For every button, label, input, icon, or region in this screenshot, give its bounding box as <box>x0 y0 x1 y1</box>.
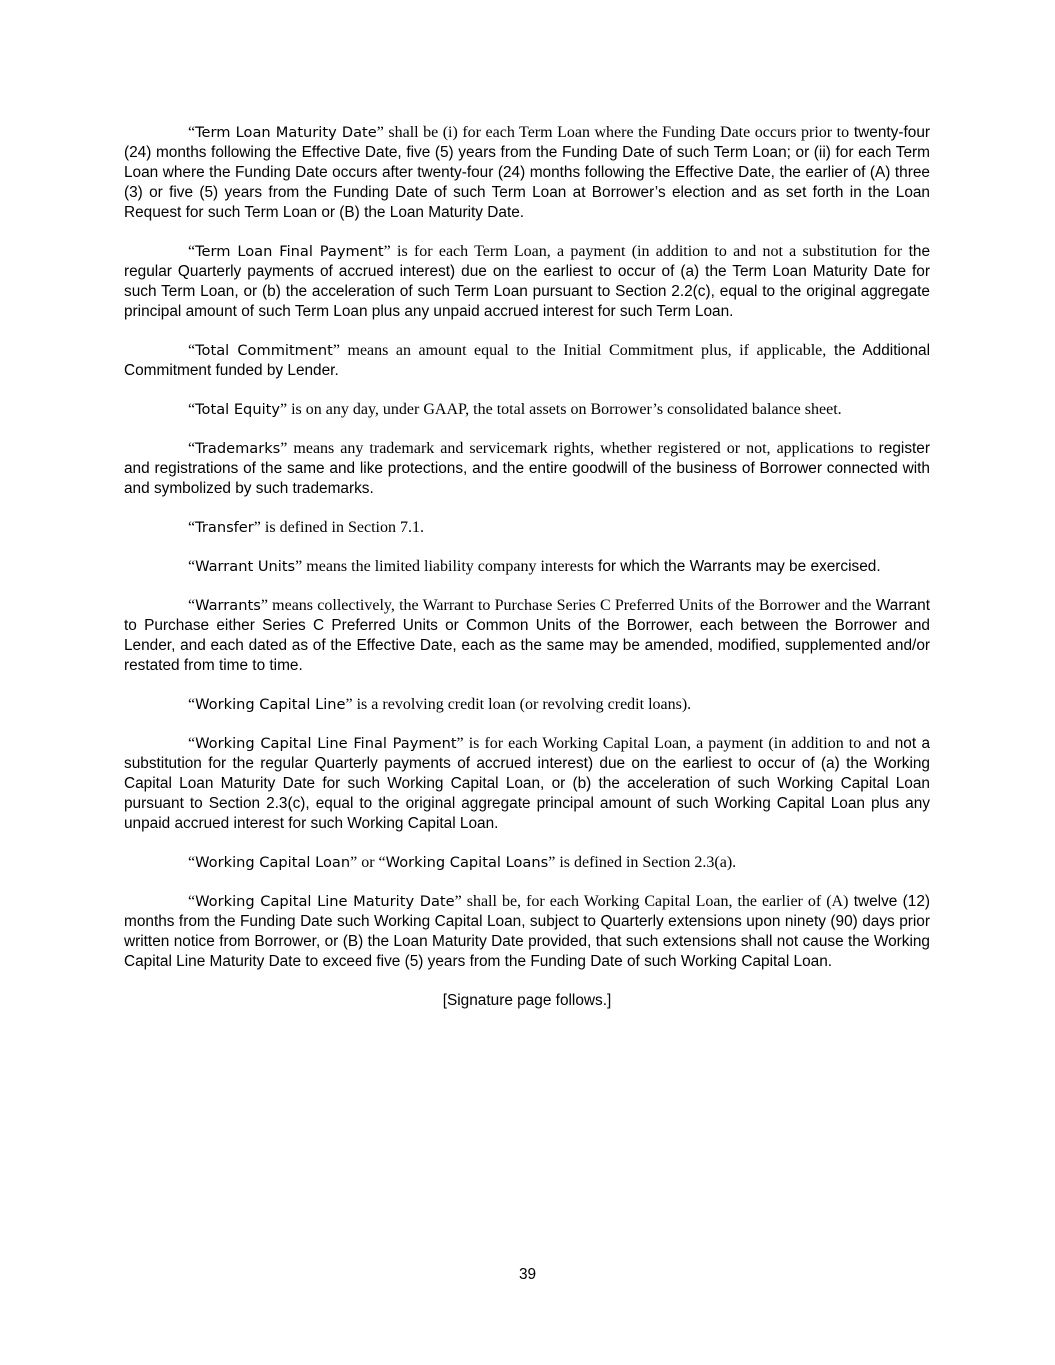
definition-body: twenty-four (24) months following the Effective Date, five (5) years from the Funding Date of such Term Loan; or (ii) for each Term Loan where the Funding Date occurs after twenty-four (24) months following the Effective Date, the earlier of (A) three (3) or five (5) years from the Funding Date of such Term Loan at Borrower’s election and as set forth in the Loan Request for such Term Loan or (B) the Loan Maturity Date. <box>124 124 930 221</box>
quote-close: ” <box>345 696 353 713</box>
definition-lead: is for each Term Loan, a payment (in addition to and not a substitution for <box>390 243 903 260</box>
definition-lead: means collectively, the Warrant to Purchase Series C Preferred Units of the Borrower and the <box>267 597 872 614</box>
quote-open: “ <box>188 519 196 536</box>
definition-lead: is for each Working Capital Loan, a payment (in addition to and <box>463 735 890 752</box>
defined-term: Term Loan Final Payment <box>195 243 384 260</box>
definition-body: register and registrations of the same and like protections, and the entire goodwill of the business of Borrower connected with and symbolized by such trademarks. <box>124 440 930 497</box>
defined-term: Total Equity <box>195 401 280 418</box>
quote-open: “ <box>188 854 196 871</box>
quote-open: “ <box>188 243 196 260</box>
definition-working-capital-line-final-payment <box>124 734 930 834</box>
definition-term-loan-maturity-date <box>124 123 930 223</box>
quote-open: “ <box>188 735 196 752</box>
definition-working-capital-line <box>124 695 930 715</box>
definition-body: Warrant to Purchase either Series C Preferred Units or Common Units of the Borrower, each between the Borrower and Lender, and each dated as of the Effective Date, each as the same may be amended, modified, supplemented and/or restated from time to time. <box>124 597 931 674</box>
definition-lead: shall be (i) for each Term Loan where the Funding Date occurs prior to <box>383 124 850 141</box>
quote-open: “ <box>188 558 196 575</box>
definition-body: the regular Quarterly payments of accrued interest) due on the earliest to occur of (a) the Term Loan Maturity Date for such Term Loan, or (b) the acceleration of such Term Loan pursuant to Section 2.2(c), equal to the original aggregate principal amount of such Term Loan plus any unpaid accrued interest for such Term Loan. <box>124 243 931 320</box>
quote-open: “ <box>188 893 196 910</box>
quote-close: ” <box>548 854 556 871</box>
quote-open: “ <box>188 597 196 614</box>
defined-term: Working Capital Loan <box>195 854 351 871</box>
definition-lead: is on any day, under GAAP, the total assets on Borrower’s consolidated balance sheet. <box>287 401 842 418</box>
definition-trademarks <box>124 439 930 499</box>
definition-connector: or <box>357 854 379 871</box>
defined-term: Working Capital Line Maturity Date <box>195 893 455 910</box>
signature-page-note: [Signature page follows.] <box>442 992 612 1009</box>
quote-open: “ <box>188 124 196 141</box>
defined-term: Working Capital Line Final Payment <box>195 735 457 752</box>
defined-term: Term Loan Maturity Date <box>195 124 377 141</box>
definition-body: twelve (12) months from the Funding Date such Working Capital Loan, subject to Quarterly extensions upon ninety (90) days prior written notice from Borrower, or (B) the Loan Maturity Date provided, that such extensions shall not cause the Working Capital Line Maturity Date to exceed five (5) years from the Funding Date of such Working Capital Loan. <box>124 893 931 970</box>
definition-total-commitment <box>124 341 930 381</box>
definition-body: for which the Warrants may be exercised. <box>593 558 881 575</box>
quote-open: “ <box>188 401 196 418</box>
defined-term: Warrant Units <box>195 558 296 575</box>
definition-lead: means an amount equal to the Initial Commitment plus, if applicable, <box>339 342 827 359</box>
definition-lead: means the limited liability company interests <box>302 558 594 575</box>
definition-working-capital-line-maturity-date <box>124 892 930 972</box>
definition-working-capital-loan <box>124 853 930 873</box>
quote-close: ” <box>295 558 303 575</box>
defined-term: Working Capital Line <box>195 696 346 713</box>
quote-open: “ <box>188 440 196 457</box>
defined-term: Trademarks <box>195 440 281 457</box>
quote-close: ” <box>383 243 391 260</box>
quote-open: “ <box>378 854 386 871</box>
definition-lead: shall be, for each Working Capital Loan, the earlier of (A) <box>461 893 849 910</box>
quote-close: ” <box>456 735 464 752</box>
quote-close: ” <box>376 124 384 141</box>
document-page <box>124 123 930 1011</box>
quote-close: ” <box>454 893 462 910</box>
quote-close: ” <box>332 342 340 359</box>
quote-close: ” <box>280 440 288 457</box>
quote-close: ” <box>253 519 261 536</box>
definition-total-equity <box>124 400 930 420</box>
definition-body: not a substitution for the regular Quarterly payments of accrued interest) due on the earliest to occur of (a) the Working Capital Loan Maturity Date for such Working Capital Loan, or (b) the acceleration of such Working Capital Loan pursuant to Section 2.3(c), equal to the original aggregate principal amount of such Working Capital Loan plus any unpaid accrued interest for such Working Capital Loan. <box>124 735 931 832</box>
quote-close: ” <box>350 854 358 871</box>
definition-body: the Additional Commitment funded by Lender. <box>124 342 931 379</box>
definition-warrants <box>124 596 930 676</box>
definition-warrant-units <box>124 557 930 577</box>
quote-open: “ <box>188 696 196 713</box>
definition-lead: is defined in Section 7.1. <box>260 519 424 536</box>
definition-term-loan-final-payment <box>124 242 930 322</box>
definition-lead: is defined in Section 2.3(a). <box>555 854 737 871</box>
defined-term: Working Capital Loans <box>385 854 549 871</box>
quote-close: ” <box>279 401 288 418</box>
defined-term: Warrants <box>195 597 261 614</box>
definition-lead: means any trademark and servicemark rights, whether registered or not, applications to <box>287 440 873 457</box>
definition-lead: is a revolving credit loan (or revolving credit loans). <box>352 696 692 713</box>
quote-open: “ <box>188 342 196 359</box>
defined-term: Transfer <box>195 519 254 536</box>
defined-term: Total Commitment <box>195 342 333 359</box>
page-number: 39 <box>518 1266 537 1283</box>
definition-transfer <box>124 518 930 538</box>
quote-close: ” <box>260 597 268 614</box>
